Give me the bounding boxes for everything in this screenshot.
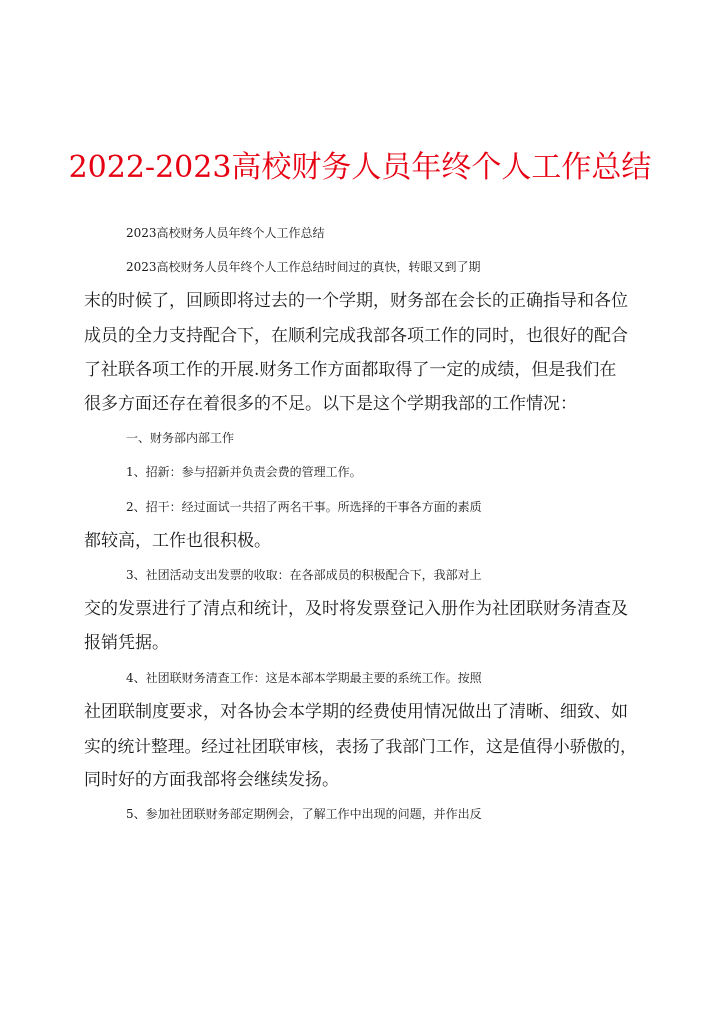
body-line: 同时好的方面我部将会继续发扬。 — [84, 770, 339, 791]
body-line: 都较高，工作也很积极。 — [84, 530, 271, 551]
body-line: 5、参加社团联财务部定期例会，了解工作中出现的问题，并作出反 — [126, 807, 482, 822]
body-line: 2023高校财务人员年终个人工作总结时间过的真快，转眼又到了期 — [126, 260, 481, 275]
body-line: 了社联各项工作的开展.财务工作方面都取得了一定的成绩，但是我们在 — [84, 359, 617, 380]
body-line: 一、财务部内部工作 — [126, 431, 235, 446]
body-line: 2023高校财务人员年终个人工作总结 — [126, 226, 325, 240]
body-line: 社团联制度要求，对各协会本学期的经费使用情况做出了清晰、细致、如 — [84, 701, 628, 722]
body-line: 很多方面还存在着很多的不足。以下是这个学期我部的工作情况： — [84, 394, 577, 415]
body-line: 2、招干：经过面试一共招了两名干事。所选择的干事各方面的素质 — [126, 499, 482, 514]
body-line: 4、社团联财务清查工作：这是本部本学期最主要的系统工作。按照 — [126, 670, 482, 685]
document-body — [84, 216, 640, 832]
body-line: 1、招新：参与招新并负责会费的管理工作。 — [126, 465, 362, 480]
body-line: 交的发票进行了清点和统计，及时将发票登记入册作为社团联财务清查及 — [84, 599, 628, 620]
body-line: 实的统计整理。经过社团联审核，表扬了我部门工作，这是值得小骄傲的， — [84, 736, 637, 757]
body-line: 末的时候了，回顾即将过去的一个学期，财务部在会长的正确指导和各位 — [84, 291, 628, 312]
body-line: 3、社团活动支出发票的收取：在各部成员的积极配合下，我部对上 — [126, 568, 482, 583]
body-line: 报销凭据。 — [84, 633, 169, 654]
document-title: 2022-2023高校财务人员年终个人工作总结 — [68, 150, 652, 185]
body-line: 成员的全力支持配合下，在顺利完成我部各项工作的同时，也很好的配合 — [84, 325, 628, 346]
